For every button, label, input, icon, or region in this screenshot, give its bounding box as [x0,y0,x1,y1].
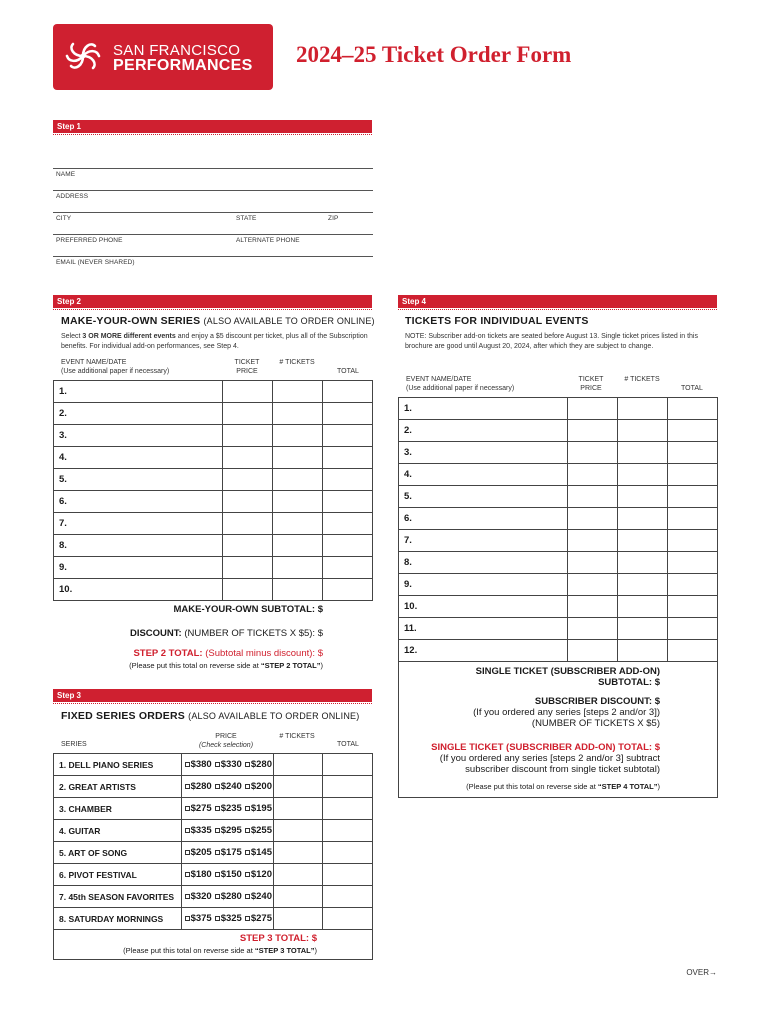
table-row [54,754,373,776]
tickets-count-cell[interactable] [273,842,323,864]
price-checkbox[interactable] [245,784,250,789]
table-row [399,420,718,442]
price-options-cell [181,820,273,842]
step4-col-total: TOTAL [681,385,703,392]
event-name-cell[interactable]: 11. [399,618,568,640]
table-row [399,552,718,574]
logo-text-line2: PERFORMANCES [113,57,253,74]
tickets-count-cell[interactable] [617,574,667,596]
total-cell[interactable] [323,908,373,930]
table-row [54,776,373,798]
table-row [399,596,718,618]
event-name-cell[interactable]: 8. [399,552,568,574]
event-name-cell[interactable]: 4. [54,447,223,469]
table-row [54,798,373,820]
tickets-count-cell[interactable] [617,530,667,552]
tickets-count-cell[interactable] [272,469,322,491]
event-name-cell[interactable]: 7. [399,530,568,552]
step3-col-total: TOTAL [337,741,359,748]
total-cell[interactable] [322,491,372,513]
total-cell[interactable] [323,864,373,886]
tickets-count-cell[interactable] [617,486,667,508]
total-cell[interactable] [323,886,373,908]
series-name-cell: 3. CHAMBER [54,798,182,820]
tickets-count-cell[interactable] [617,640,667,662]
ticket-price-cell[interactable] [222,425,272,447]
table-row [54,513,373,535]
total-cell[interactable] [322,513,372,535]
total-cell[interactable] [322,447,372,469]
series-name-cell: 5. ART OF SONG [54,842,182,864]
total-cell[interactable] [667,596,717,618]
step2-table [53,380,373,601]
tickets-count-cell[interactable] [272,381,322,403]
price-option-label: $255 [250,825,272,836]
event-name-cell[interactable]: 5. [54,469,223,491]
price-option-label: $200 [250,781,272,792]
table-row [399,442,718,464]
table-row [399,530,718,552]
total-cell[interactable] [323,820,373,842]
price-checkbox[interactable] [185,806,190,811]
total-cell[interactable] [322,403,372,425]
total-cell[interactable] [322,425,372,447]
series-name-cell: 1. DELL PIANO SERIES [54,754,182,776]
series-name-cell: 8. SATURDAY MORNINGS [54,908,182,930]
total-cell[interactable] [667,442,717,464]
price-checkbox[interactable] [215,894,220,899]
tickets-count-cell[interactable] [272,535,322,557]
email-field[interactable]: EMAIL (NEVER SHARED) [56,259,135,266]
price-checkbox[interactable] [185,872,190,877]
price-checkbox[interactable] [185,850,190,855]
ticket-price-cell[interactable] [567,442,617,464]
logo-badge [53,24,273,90]
total-cell[interactable] [667,530,717,552]
price-checkbox[interactable] [215,872,220,877]
total-cell[interactable] [322,579,372,601]
tickets-count-cell[interactable] [617,618,667,640]
event-name-cell[interactable]: 10. [54,579,223,601]
ticket-price-cell[interactable] [222,491,272,513]
step3-col-tickets: # TICKETS [279,733,315,740]
step4-title: TICKETS FOR INDIVIDUAL EVENTS [405,315,589,327]
price-checkbox[interactable] [185,828,190,833]
alt-phone-field[interactable]: ALTERNATE PHONE [236,237,300,244]
logo-mark-icon [61,34,105,78]
step3-total: STEP 3 TOTAL: $ [239,933,317,944]
step3-title: FIXED SERIES ORDERS (ALSO AVAILABLE TO ORDER ONLINE) [61,710,360,722]
event-name-cell[interactable]: 12. [399,640,568,662]
price-option-label: $330 [220,759,242,770]
price-checkbox[interactable] [215,762,220,767]
step4-reverse-note: (Please put this total on reverse side at “STEP 4 TOTAL”) [466,782,660,791]
city-field[interactable]: CITY [56,215,72,222]
price-options-cell [181,864,273,886]
event-name-cell[interactable]: 1. [399,398,568,420]
ticket-price-cell[interactable] [567,552,617,574]
price-checkbox[interactable] [185,762,190,767]
table-row [399,398,718,420]
total-cell[interactable] [323,842,373,864]
ticket-price-cell[interactable] [222,535,272,557]
table-row [399,486,718,508]
ticket-price-cell[interactable] [567,596,617,618]
total-cell[interactable] [322,469,372,491]
total-cell[interactable] [322,535,372,557]
table-row [54,864,373,886]
event-name-cell[interactable]: 2. [399,420,568,442]
step1-bar: Step 1 [53,120,372,133]
address-field[interactable]: ADDRESS [56,193,89,200]
ticket-price-cell[interactable] [567,398,617,420]
tickets-count-cell[interactable] [272,403,322,425]
tickets-count-cell[interactable] [272,579,322,601]
event-name-cell[interactable]: 9. [399,574,568,596]
step2-total: STEP 2 TOTAL: (Subtotal minus discount): $ [133,648,323,659]
price-option-label: $240 [220,781,242,792]
price-option-label: $175 [220,847,242,858]
tickets-count-cell[interactable] [617,442,667,464]
event-name-cell[interactable]: 5. [399,486,568,508]
price-option-label: $275 [250,913,272,924]
step3-col-series: SERIES [61,741,87,748]
tickets-count-cell[interactable] [273,798,323,820]
tickets-count-cell[interactable] [617,398,667,420]
ticket-price-cell[interactable] [567,618,617,640]
tickets-count-cell[interactable] [272,491,322,513]
step4-col-tickets: # TICKETS [624,376,660,383]
table-row [399,618,718,640]
price-option-label: $325 [220,913,242,924]
over-indicator: OVER→ [686,968,717,977]
event-name-cell[interactable]: 2. [54,403,223,425]
step3-table [53,753,373,930]
series-name-cell: 6. PIVOT FESTIVAL [54,864,182,886]
price-checkbox[interactable] [215,828,220,833]
price-option-label: $240 [250,891,272,902]
tickets-count-cell[interactable] [273,776,323,798]
total-cell[interactable] [322,381,372,403]
price-option-label: $375 [190,913,212,924]
event-name-cell[interactable]: 10. [399,596,568,618]
table-row [54,886,373,908]
price-checkbox[interactable] [215,806,220,811]
tickets-count-cell[interactable] [273,820,323,842]
ticket-price-cell[interactable] [567,640,617,662]
step2-col-event: EVENT NAME/DATE (Use additional paper if necessary) [61,359,170,375]
step3-col-price: PRICE (Check selection) [198,733,254,749]
ticket-price-cell[interactable] [222,579,272,601]
tickets-count-cell[interactable] [273,908,323,930]
tickets-count-cell[interactable] [272,425,322,447]
price-checkbox[interactable] [245,872,250,877]
table-row [54,820,373,842]
table-row [54,447,373,469]
price-options-cell [181,776,273,798]
state-field[interactable]: STATE [236,215,257,222]
step2-reverse-note: (Please put this total on reverse side at “STEP 2 TOTAL”) [129,661,323,670]
total-cell[interactable] [667,398,717,420]
tickets-count-cell[interactable] [617,464,667,486]
ticket-price-cell[interactable] [222,513,272,535]
step2-col-price: TICKET PRICE [234,359,260,375]
price-checkbox[interactable] [215,850,220,855]
table-row [399,508,718,530]
ticket-price-cell[interactable] [222,447,272,469]
price-checkbox[interactable] [185,784,190,789]
tickets-count-cell[interactable] [273,886,323,908]
price-options-cell [181,908,273,930]
price-option-label: $150 [220,869,242,880]
tickets-count-cell[interactable] [272,447,322,469]
step3-bar: Step 3 [53,689,372,702]
event-name-cell[interactable]: 3. [399,442,568,464]
price-option-label: $280 [220,891,242,902]
price-option-label: $205 [190,847,212,858]
total-cell[interactable] [667,508,717,530]
price-option-label: $295 [220,825,242,836]
total-cell[interactable] [667,420,717,442]
tickets-count-cell[interactable] [617,596,667,618]
table-row [54,535,373,557]
price-options-cell [181,842,273,864]
total-cell[interactable] [667,574,717,596]
step4-total: SINGLE TICKET (SUBSCRIBER ADD-ON) TOTAL: $ (If you ordered any series [steps 2 and/or 3] subtract subscriber discount from single ticket subtotal) [431,742,660,775]
page-title: 2024–25 Ticket Order Form [296,42,572,67]
step4-subtotal: SINGLE TICKET (SUBSCRIBER ADD-ON) SUBTOTAL: $ [475,666,660,688]
price-option-label: $120 [250,869,272,880]
price-options-cell [181,886,273,908]
series-name-cell: 2. GREAT ARTISTS [54,776,182,798]
price-checkbox[interactable] [215,916,220,921]
tickets-count-cell[interactable] [617,552,667,574]
price-checkbox[interactable] [245,894,250,899]
table-row [399,640,718,662]
price-checkbox[interactable] [245,806,250,811]
tickets-count-cell[interactable] [273,864,323,886]
step2-subtotal: MAKE-YOUR-OWN SUBTOTAL: $ [173,604,323,615]
phone-field[interactable]: PREFERRED PHONE [56,237,123,244]
ticket-price-cell[interactable] [222,381,272,403]
price-option-label: $195 [250,803,272,814]
step4-table [398,397,718,662]
price-option-label: $235 [220,803,242,814]
step2-discount: DISCOUNT: (NUMBER OF TICKETS X $5): $ [129,628,323,639]
price-option-label: $145 [250,847,272,858]
ticket-price-cell[interactable] [567,508,617,530]
event-name-cell[interactable]: 3. [54,425,223,447]
ticket-price-cell[interactable] [222,403,272,425]
tickets-count-cell[interactable] [272,557,322,579]
ticket-price-cell[interactable] [567,464,617,486]
total-cell[interactable] [667,640,717,662]
ticket-price-cell[interactable] [222,557,272,579]
price-checkbox[interactable] [215,784,220,789]
step2-col-tickets: # TICKETS [279,359,315,366]
step4-col-price: TICKET PRICE [578,376,604,392]
table-row [54,579,373,601]
price-checkbox[interactable] [185,894,190,899]
step2-description: Select 3 OR MORE different events and enjoy a $5 discount per ticket, plus all of the Subscription benefits. For individual add-on performances, see Step 4. [61,333,368,350]
price-option-label: $335 [190,825,212,836]
price-options-cell [181,798,273,820]
event-name-cell[interactable]: 6. [399,508,568,530]
price-option-label: $320 [190,891,212,902]
step4-note: NOTE: Subscriber add-on tickets are seated before August 13. Single ticket prices listed in this brochure are good until August 20, 2024, after which they are subject to change. [405,333,698,350]
event-name-cell[interactable]: 6. [54,491,223,513]
total-cell[interactable] [667,618,717,640]
event-name-cell[interactable]: 1. [54,381,223,403]
tickets-count-cell[interactable] [273,754,323,776]
table-row [54,403,373,425]
price-option-label: $280 [190,781,212,792]
price-checkbox[interactable] [185,916,190,921]
series-name-cell: 4. GUITAR [54,820,182,842]
table-row [54,908,373,930]
total-cell[interactable] [667,464,717,486]
tickets-count-cell[interactable] [617,420,667,442]
event-name-cell[interactable]: 9. [54,557,223,579]
ticket-price-cell[interactable] [567,574,617,596]
name-field[interactable]: NAME [56,171,76,178]
zip-field[interactable]: ZIP [328,215,339,222]
total-cell[interactable] [323,754,373,776]
price-option-label: $180 [190,869,212,880]
total-cell[interactable] [323,798,373,820]
tickets-count-cell[interactable] [272,513,322,535]
price-option-label: $380 [190,759,212,770]
table-row [54,557,373,579]
table-row [54,469,373,491]
ticket-price-cell[interactable] [222,469,272,491]
step2-col-total: TOTAL [337,368,359,375]
price-options-cell [181,754,273,776]
total-cell[interactable] [323,776,373,798]
ticket-price-cell[interactable] [567,486,617,508]
table-row [399,574,718,596]
price-option-label: $280 [250,759,272,770]
price-option-label: $275 [190,803,212,814]
total-cell[interactable] [667,552,717,574]
event-name-cell[interactable]: 8. [54,535,223,557]
table-row [399,464,718,486]
ticket-price-cell[interactable] [567,530,617,552]
price-checkbox[interactable] [245,828,250,833]
total-cell[interactable] [667,486,717,508]
step3-reverse-note: (Please put this total on reverse side at “STEP 3 TOTAL”) [123,946,317,955]
step4-col-event: EVENT NAME/DATE (Use additional paper if necessary) [406,376,515,392]
table-row [54,842,373,864]
price-checkbox[interactable] [245,916,250,921]
step4-bar: Step 4 [398,295,717,308]
event-name-cell[interactable]: 4. [399,464,568,486]
total-cell[interactable] [322,557,372,579]
step4-discount: SUBSCRIBER DISCOUNT: $ (If you ordered any series [steps 2 and/or 3]) (NUMBER OF TICKETS X $5) [473,696,660,729]
ticket-price-cell[interactable] [567,420,617,442]
tickets-count-cell[interactable] [617,508,667,530]
table-row [54,425,373,447]
table-row [54,381,373,403]
step2-title: MAKE-YOUR-OWN SERIES (ALSO AVAILABLE TO ORDER ONLINE) [61,315,375,327]
price-checkbox[interactable] [245,850,250,855]
series-name-cell: 7. 45th SEASON FAVORITES [54,886,182,908]
table-row [54,491,373,513]
step2-bar: Step 2 [53,295,372,308]
event-name-cell[interactable]: 7. [54,513,223,535]
price-checkbox[interactable] [245,762,250,767]
logo-text-line1: SAN FRANCISCO [113,42,241,59]
